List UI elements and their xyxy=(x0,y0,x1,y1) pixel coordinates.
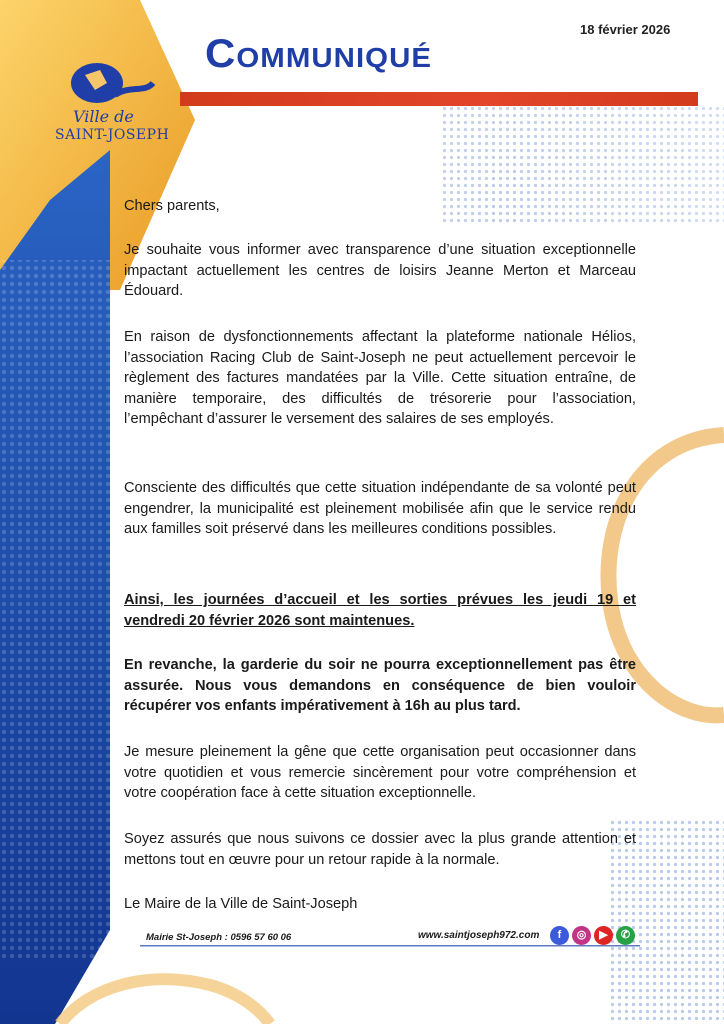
paragraph-1: Je souhaite vous informer avec transparence d’une situation exceptionnelle impactant actuellement les centres de loisirs Jeanne Merton et Marceau Édouard. xyxy=(124,242,636,299)
paragraph-6: Je mesure pleinement la gêne que cette organisation peut occasionner dans votre quotidien et vous remercie sincèrement pour votre compréhension et votre coopération face à cette situation exceptionnelle. xyxy=(124,744,636,801)
logo-line1: Ville de xyxy=(73,107,134,126)
logo xyxy=(55,55,170,165)
footer-phone: Mairie St-Joseph : 0596 57 60 06 xyxy=(146,932,292,943)
youtube-icon[interactable]: ▶ xyxy=(594,926,613,945)
facebook-icon[interactable]: f xyxy=(550,926,569,945)
paragraph-2: En raison de dysfonctionnements affectant la plateforme nationale Hélios, l’association Racing Club de Saint-Joseph ne peut actuellement percevoir le règlement des factures mandatées par la Ville. Cette situation entraîne, de manière temporaire, des difficultés de trésorerie pour l’association, l’empêchant d’assurer le versement des salaires de ses employés. xyxy=(124,329,636,427)
whatsapp-icon[interactable]: ✆ xyxy=(616,926,635,945)
greeting: Chers parents, xyxy=(124,198,220,214)
paragraph-3: Consciente des difficultés que cette situation indépendante de sa volonté peut engendrer, la municipalité est pleinement mobilisée afin que le service rendu aux familles soit préservé dans les meilleures conditions possibles. xyxy=(124,480,636,537)
logo-line2: SAINT-JOSEPH xyxy=(55,127,170,143)
signature: Le Maire de la Ville de Saint-Joseph xyxy=(124,896,358,912)
paragraph-5: En revanche, la garderie du soir ne pourra exceptionnellement pas être assurée. Nous vous demandons en conséquence de bien vouloir récupérer vos enfants impérativement à 16h au plus tard. xyxy=(124,657,636,714)
paragraph-4: Ainsi, les journées d’accueil et les sorties prévues les jeudi 19 et vendredi 20 février 2026 sont maintenues. xyxy=(124,592,636,629)
instagram-icon[interactable]: ◎ xyxy=(572,926,591,945)
page-title: Communiqué xyxy=(205,32,433,76)
logo-emblem-icon xyxy=(55,55,165,115)
paragraph-7: Soyez assurés que nous suivons ce dossier avec la plus grande attention et mettons tout en œuvre pour un retour rapide à la normale. xyxy=(124,831,636,868)
date: 18 février 2026 xyxy=(580,22,671,37)
footer-website-link[interactable]: www.saintjoseph972.com xyxy=(418,930,540,941)
